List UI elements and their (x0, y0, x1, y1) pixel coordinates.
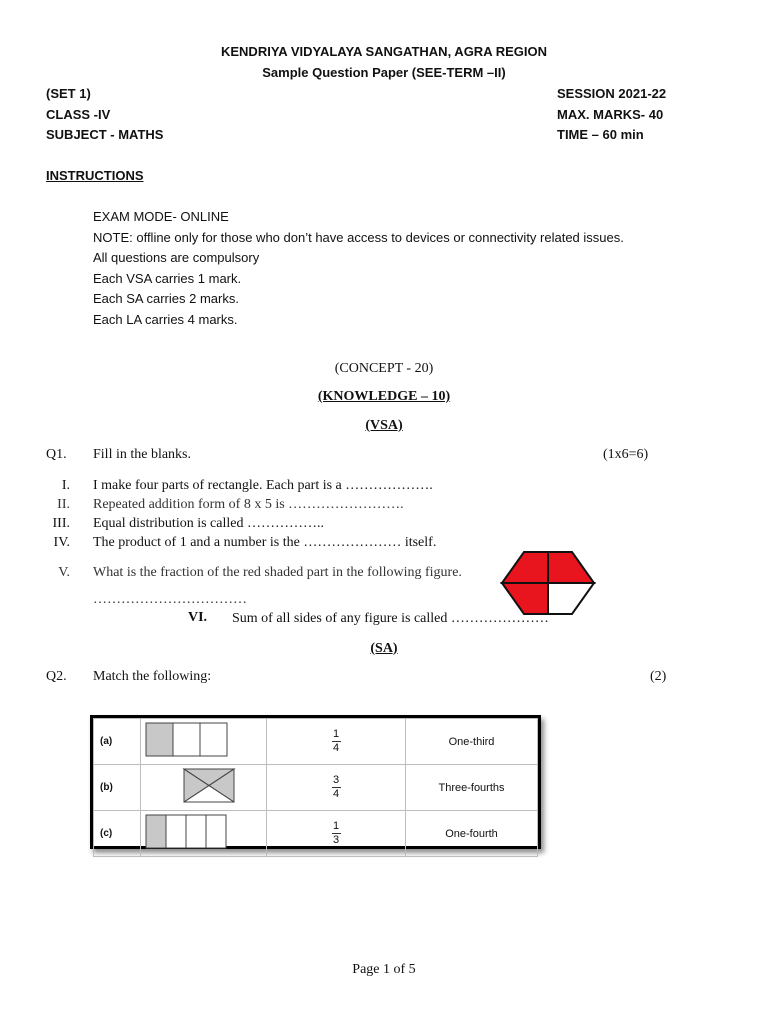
hexagon-fraction-figure (500, 550, 596, 616)
row-label: (b) (94, 765, 141, 811)
q2-text: Match the following: (93, 669, 212, 684)
rectangle-quarter-shaded (141, 719, 266, 759)
hexagon-part-bottom-left (502, 583, 548, 614)
q1-marks: (1x6=6) (603, 447, 649, 462)
roman-numeral: IV. (53, 535, 70, 550)
row-label: (c) (94, 811, 141, 857)
fraction-numerator: 1 (332, 820, 340, 832)
vsa-heading: (VSA) (365, 418, 403, 433)
class-label: CLASS -IV (46, 107, 111, 122)
fraction-shape-cell (141, 765, 267, 811)
concept-heading: (CONCEPT - 20) (334, 361, 434, 376)
instruction-line: Each VSA carries 1 mark. (93, 271, 242, 286)
fraction-shape-cell (141, 719, 267, 765)
hexagon-part-bottom-right (548, 583, 594, 614)
instruction-line: NOTE: offline only for those who don’t have access to devices or connectivity related issues. (93, 230, 624, 245)
q1-item-text: Sum of all sides of any figure is called ………………… (232, 611, 549, 626)
knowledge-heading: (KNOWLEDGE – 10) (317, 389, 451, 404)
q2-marks: (2) (650, 669, 667, 684)
q1-item-blank: …………………………… (93, 592, 247, 607)
instruction-line: EXAM MODE- ONLINE (93, 209, 229, 224)
subject-label: SUBJECT - MATHS (46, 127, 164, 142)
table-row (94, 719, 538, 765)
roman-numeral: III. (52, 516, 70, 531)
instruction-line: All questions are compulsory (93, 250, 260, 265)
table-row (94, 765, 538, 811)
fraction-denominator: 4 (332, 742, 340, 754)
roman-numeral: I. (61, 478, 70, 493)
fraction-denominator: 4 (332, 788, 340, 800)
fraction-word: Three-fourths (406, 765, 538, 811)
hexagon-part-left (502, 552, 548, 583)
max-marks-label: MAX. MARKS- 40 (557, 107, 664, 122)
q1-number: Q1. (46, 447, 67, 462)
rectangle-crossed-shaded (141, 765, 266, 805)
hexagon-part-top-right (548, 552, 594, 583)
fraction-numerator: 3 (332, 774, 340, 786)
table-row (94, 811, 538, 857)
session-label: SESSION 2021-22 (557, 86, 667, 101)
org-title: KENDRIYA VIDYALAYA SANGATHAN, AGRA REGION (220, 44, 547, 59)
fraction-cell (267, 765, 406, 811)
instructions-heading: INSTRUCTIONS (46, 168, 144, 183)
time-label: TIME – 60 min (557, 127, 644, 142)
instruction-line: Each LA carries 4 marks. (93, 312, 238, 327)
q1-item-text: The product of 1 and a number is the ………………… itself. (93, 535, 437, 550)
paper-title: Sample Question Paper (SEE-TERM –II) (262, 65, 506, 80)
fraction-denominator: 3 (332, 834, 340, 846)
match-table (93, 718, 538, 857)
match-table-frame (90, 715, 541, 849)
q2-number: Q2. (46, 669, 67, 684)
q1-item-text: Equal distribution is called …………….. (93, 516, 324, 531)
instruction-line: Each SA carries 2 marks. (93, 291, 239, 306)
roman-numeral: II. (57, 497, 70, 512)
fraction-word: One-third (406, 719, 538, 765)
sa-heading: (SA) (370, 641, 398, 656)
roman-numeral: V. (58, 565, 70, 580)
fraction-cell (267, 719, 406, 765)
rectangle-third-shaded (141, 811, 266, 851)
row-label: (a) (94, 719, 141, 765)
fraction-cell (267, 811, 406, 857)
q1-item-text: What is the fraction of the red shaded part in the following figure. (93, 565, 462, 580)
page-number: Page 1 of 5 (352, 962, 416, 977)
fraction-shape-cell (141, 811, 267, 857)
q1-item-text: I make four parts of rectangle. Each part is a ………………. (93, 478, 433, 493)
fraction-numerator: 1 (332, 728, 340, 740)
fraction-word: One-fourth (406, 811, 538, 857)
set-label: (SET 1) (46, 86, 91, 101)
roman-numeral: VI. (188, 610, 208, 625)
q1-text: Fill in the blanks. (93, 447, 191, 462)
q1-item-text: Repeated addition form of 8 x 5 is ……………………. (93, 497, 404, 512)
